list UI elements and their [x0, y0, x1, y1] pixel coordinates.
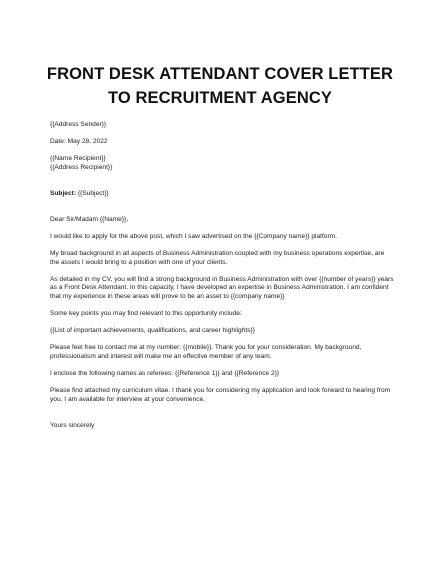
- letter-body: [50, 121, 395, 430]
- paragraph: Some key points you may find relevant to this opportunity include:: [50, 310, 242, 318]
- paragraph: My broad background in all aspects of Business Administration coupled with my business operations expertise, are the assets I would bring to a position with one of your clients.: [50, 249, 385, 266]
- salutation: Dear Sir/Madam {{Name}},: [50, 215, 129, 223]
- subject-line: [50, 190, 395, 199]
- paragraph: Please find attached my curriculum vitae. I thank you for considering my application and look forward to hearing from you. I am available for interview at your convenience.: [50, 387, 391, 403]
- paragraph: I would like to apply for the above post, which I saw advertised on the {{Company name}} platform.: [50, 232, 337, 240]
- letter-title: [0, 62, 440, 110]
- paragraph: {{List of important achievements, qualifications, and career highlights}}: [50, 327, 255, 335]
- title-line-1: FRONT DESK ATTENDANT COVER LETTER: [46, 65, 394, 83]
- paragraph: Please feel free to contact me at my number: {{mobile}}. Thank you for your consideration. My background, professionalism and interest will make me an effective member of any team.: [50, 344, 362, 361]
- title-line-2: TO RECRUITMENT AGENCY: [108, 89, 332, 107]
- subject-label: Subject:: [50, 189, 77, 197]
- closing: Yours sincerely: [50, 421, 95, 429]
- paragraph: I enclose the following names as referees: {{Reference 1}} and {{Reference 2}}: [50, 370, 280, 378]
- recipient-address: {{Address Recipient}}: [50, 163, 113, 171]
- subject-value: {{Subject}}: [76, 189, 109, 197]
- sender-address: {{Address Sender}}: [50, 121, 107, 128]
- letter-date: Date: May 28, 2022: [50, 138, 108, 146]
- recipient-name: {{Name Recipient}}: [50, 155, 106, 163]
- paragraph: As detailed in my CV, you will find a strong background in Business Administration with over {{number of years}} years as a Front Desk Attendant. In this capacity, I have developed an expertise in Business Administration. I am confident that my experience in these areas will prove to be an asset to {{company name}}: [50, 275, 394, 300]
